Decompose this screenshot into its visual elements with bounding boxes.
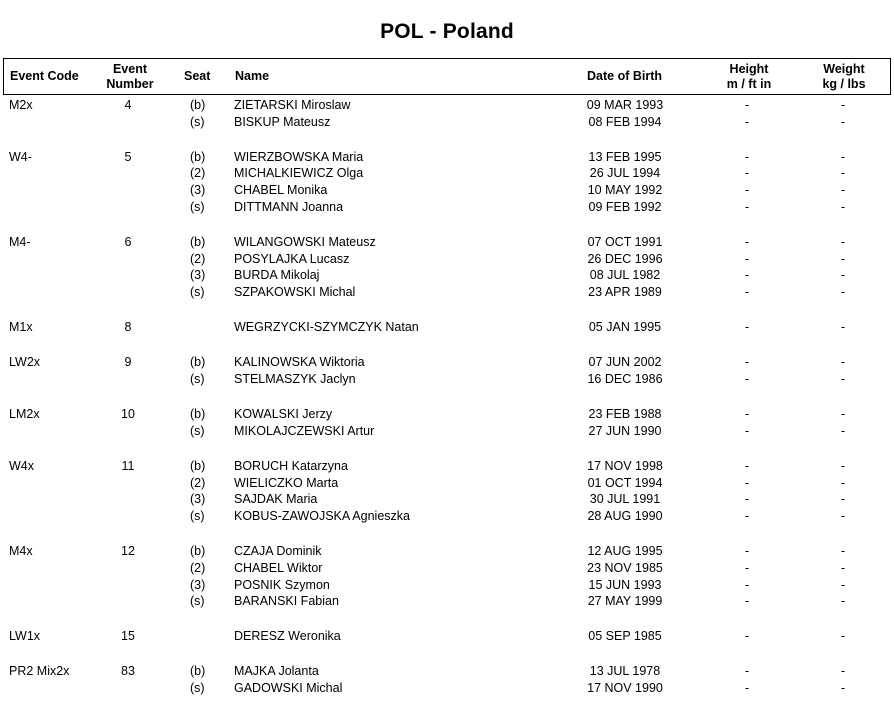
date-of-birth: 28 AUG 1990 xyxy=(587,508,663,523)
table-row xyxy=(0,199,894,216)
event-number: 8 xyxy=(124,320,132,335)
height: - xyxy=(744,251,750,266)
seat: (3) xyxy=(190,577,206,592)
athlete-name: DERESZ Weronika xyxy=(234,629,341,644)
weight: - xyxy=(840,166,846,181)
weight: - xyxy=(840,407,846,422)
date-of-birth: 01 OCT 1994 xyxy=(587,475,663,490)
event-code: M4x xyxy=(9,544,33,559)
weight: - xyxy=(840,423,846,438)
weight: - xyxy=(840,372,846,387)
event-group xyxy=(0,319,894,336)
table-row xyxy=(0,577,894,594)
weight: - xyxy=(840,320,846,335)
table-row xyxy=(0,371,894,388)
table-row xyxy=(0,663,894,680)
weight: - xyxy=(840,577,846,592)
date-of-birth: 08 JUL 1982 xyxy=(589,268,661,283)
seat: (3) xyxy=(190,492,206,507)
seat: (s) xyxy=(190,594,205,609)
height: - xyxy=(744,577,750,592)
table-row xyxy=(0,406,894,423)
event-code: PR2 Mix2x xyxy=(9,664,70,679)
table-row xyxy=(0,354,894,371)
date-of-birth: 17 NOV 1998 xyxy=(587,458,663,473)
event-group xyxy=(0,406,894,439)
table-row xyxy=(0,458,894,475)
seat: (b) xyxy=(190,458,206,473)
table-header xyxy=(3,58,891,95)
table-row xyxy=(0,593,894,610)
table-row xyxy=(0,423,894,440)
event-group xyxy=(0,354,894,387)
seat: (2) xyxy=(190,251,206,266)
event-code: LW2x xyxy=(9,355,41,370)
weight: - xyxy=(840,355,846,370)
height: - xyxy=(744,423,750,438)
event-number: 11 xyxy=(121,458,135,473)
date-of-birth: 09 MAR 1993 xyxy=(586,98,664,112)
entries-table-body xyxy=(0,97,894,697)
header-name: Name xyxy=(235,69,270,83)
date-of-birth: 27 JUN 1990 xyxy=(588,423,662,438)
height: - xyxy=(744,235,750,250)
date-of-birth: 07 JUN 2002 xyxy=(588,355,662,370)
athlete-name: CHABEL Monika xyxy=(234,183,328,198)
event-number: 15 xyxy=(121,629,135,644)
weight: - xyxy=(840,508,846,523)
seat: (b) xyxy=(190,407,206,422)
event-code: W4x xyxy=(9,458,34,473)
table-row xyxy=(0,165,894,182)
athlete-name: CHABEL Wiktor xyxy=(234,560,323,575)
height: - xyxy=(744,320,750,335)
event-code: M2x xyxy=(9,98,33,112)
weight: - xyxy=(840,98,846,112)
weight: - xyxy=(840,560,846,575)
weight: - xyxy=(840,199,846,214)
weight: - xyxy=(840,544,846,559)
weight: - xyxy=(840,680,846,695)
weight: - xyxy=(840,664,846,679)
table-row xyxy=(0,251,894,268)
height: - xyxy=(744,629,750,644)
date-of-birth: 26 DEC 1996 xyxy=(587,251,663,266)
seat: (s) xyxy=(190,199,205,214)
height: - xyxy=(744,492,750,507)
height: - xyxy=(744,183,750,198)
athlete-name: STELMASZYK Jaclyn xyxy=(234,372,356,387)
seat: (s) xyxy=(190,114,205,129)
seat: (s) xyxy=(190,680,205,695)
weight: - xyxy=(840,251,846,266)
weight: - xyxy=(840,268,846,283)
athlete-name: POSNIK Szymon xyxy=(234,577,330,592)
height: - xyxy=(744,166,750,181)
weight: - xyxy=(840,492,846,507)
seat: (2) xyxy=(190,475,206,490)
table-row xyxy=(0,284,894,301)
height: - xyxy=(744,355,750,370)
seat: (b) xyxy=(190,149,206,164)
header-event-number: Event Number xyxy=(106,62,154,91)
table-row xyxy=(0,491,894,508)
height: - xyxy=(744,149,750,164)
athlete-name: KALINOWSKA Wiktoria xyxy=(234,355,365,370)
event-group xyxy=(0,663,894,696)
event-group xyxy=(0,149,894,216)
header-weight: Weight kg / lbs xyxy=(822,62,866,91)
header-height: Height m / ft in xyxy=(726,62,772,91)
height: - xyxy=(744,268,750,283)
event-group xyxy=(0,628,894,645)
date-of-birth: 12 AUG 1995 xyxy=(587,544,663,559)
date-of-birth: 26 JUL 1994 xyxy=(589,166,661,181)
date-of-birth: 13 JUL 1978 xyxy=(589,664,661,679)
athlete-name: MIKOLAJCZEWSKI Artur xyxy=(234,423,375,438)
height: - xyxy=(744,560,750,575)
height: - xyxy=(744,458,750,473)
header-date-of-birth: Date of Birth xyxy=(587,69,662,83)
event-number: 9 xyxy=(124,355,132,370)
date-of-birth: 23 NOV 1985 xyxy=(587,560,663,575)
athlete-name: BURDA Mikolaj xyxy=(234,268,320,283)
seat: (b) xyxy=(190,235,206,250)
athlete-name: POSYLAJKA Lucasz xyxy=(234,251,350,266)
date-of-birth: 17 NOV 1990 xyxy=(587,680,663,695)
date-of-birth: 16 DEC 1986 xyxy=(587,372,663,387)
athlete-name: WIERZBOWSKA Maria xyxy=(234,149,364,164)
seat: (2) xyxy=(190,166,206,181)
seat: (b) xyxy=(190,98,206,112)
height: - xyxy=(744,475,750,490)
athlete-name: ZIETARSKI Miroslaw xyxy=(234,98,351,112)
date-of-birth: 23 FEB 1988 xyxy=(588,407,662,422)
header-seat: Seat xyxy=(184,69,211,83)
weight: - xyxy=(840,114,846,129)
weight: - xyxy=(840,149,846,164)
weight: - xyxy=(840,285,846,300)
athlete-name: WIELICZKO Marta xyxy=(234,475,339,490)
table-row xyxy=(0,114,894,131)
height: - xyxy=(744,544,750,559)
event-group xyxy=(0,234,894,301)
table-row xyxy=(0,97,894,114)
height: - xyxy=(744,508,750,523)
athlete-name: BISKUP Mateusz xyxy=(234,114,331,129)
event-code: LW1x xyxy=(9,629,41,644)
weight: - xyxy=(840,235,846,250)
athlete-name: MAJKA Jolanta xyxy=(234,664,319,679)
athlete-name: GADOWSKI Michal xyxy=(234,680,343,695)
weight: - xyxy=(840,475,846,490)
event-group xyxy=(0,458,894,525)
height: - xyxy=(744,98,750,112)
seat: (s) xyxy=(190,508,205,523)
athlete-name: WEGRZYCKI-SZYMCZYK Natan xyxy=(234,320,419,335)
athlete-name: SAJDAK Maria xyxy=(234,492,318,507)
event-group xyxy=(0,97,894,130)
header-event-code: Event Code xyxy=(10,69,79,83)
event-number: 83 xyxy=(121,664,135,679)
event-code: LM2x xyxy=(9,407,40,422)
date-of-birth: 07 OCT 1991 xyxy=(587,235,663,250)
athlete-name: WILANGOWSKI Mateusz xyxy=(234,235,376,250)
date-of-birth: 13 FEB 1995 xyxy=(588,149,662,164)
table-row xyxy=(0,267,894,284)
athlete-name: DITTMANN Joanna xyxy=(234,199,344,214)
event-number: 10 xyxy=(121,407,135,422)
event-code: M1x xyxy=(9,320,33,335)
seat: (s) xyxy=(190,423,205,438)
date-of-birth: 27 MAY 1999 xyxy=(587,594,663,609)
weight: - xyxy=(840,458,846,473)
seat: (3) xyxy=(190,183,206,198)
date-of-birth: 05 JAN 1995 xyxy=(588,320,662,335)
table-row xyxy=(0,628,894,645)
date-of-birth: 10 MAY 1992 xyxy=(587,183,663,198)
height: - xyxy=(744,407,750,422)
seat: (2) xyxy=(190,560,206,575)
athlete-name: KOWALSKI Jerzy xyxy=(234,407,333,422)
seat: (b) xyxy=(190,664,206,679)
height: - xyxy=(744,372,750,387)
height: - xyxy=(744,114,750,129)
table-row xyxy=(0,319,894,336)
event-group xyxy=(0,543,894,610)
date-of-birth: 23 APR 1989 xyxy=(588,285,662,300)
event-number: 5 xyxy=(124,149,132,164)
athlete-name: MICHALKIEWICZ Olga xyxy=(234,166,364,181)
height: - xyxy=(744,199,750,214)
seat: (s) xyxy=(190,372,205,387)
date-of-birth: 08 FEB 1994 xyxy=(588,114,662,129)
page-title: POL - Poland xyxy=(380,20,514,43)
table-row xyxy=(0,560,894,577)
seat: (s) xyxy=(190,285,205,300)
athlete-name: SZPAKOWSKI Michal xyxy=(234,285,356,300)
date-of-birth: 05 SEP 1985 xyxy=(588,629,662,644)
height: - xyxy=(744,285,750,300)
athlete-name: KOBUS-ZAWOJSKA Agnieszka xyxy=(234,508,410,523)
table-row xyxy=(0,149,894,166)
table-row xyxy=(0,508,894,525)
height: - xyxy=(744,594,750,609)
event-number: 12 xyxy=(121,544,135,559)
date-of-birth: 15 JUN 1993 xyxy=(588,577,662,592)
athlete-name: BARANSKI Fabian xyxy=(234,594,339,609)
table-row xyxy=(0,680,894,697)
athlete-name: BORUCH Katarzyna xyxy=(234,458,348,473)
event-number: 6 xyxy=(124,235,132,250)
table-row xyxy=(0,475,894,492)
seat: (b) xyxy=(190,355,206,370)
date-of-birth: 09 FEB 1992 xyxy=(588,199,662,214)
event-code: M4- xyxy=(9,235,31,250)
athlete-name: CZAJA Dominik xyxy=(234,544,322,559)
weight: - xyxy=(840,629,846,644)
seat: (b) xyxy=(190,544,206,559)
seat: (3) xyxy=(190,268,206,283)
table-row xyxy=(0,182,894,199)
height: - xyxy=(744,664,750,679)
table-row xyxy=(0,234,894,251)
event-number: 4 xyxy=(124,98,132,112)
weight: - xyxy=(840,183,846,198)
weight: - xyxy=(840,594,846,609)
height: - xyxy=(744,680,750,695)
table-row xyxy=(0,543,894,560)
date-of-birth: 30 JUL 1991 xyxy=(589,492,661,507)
event-code: W4- xyxy=(9,149,32,164)
